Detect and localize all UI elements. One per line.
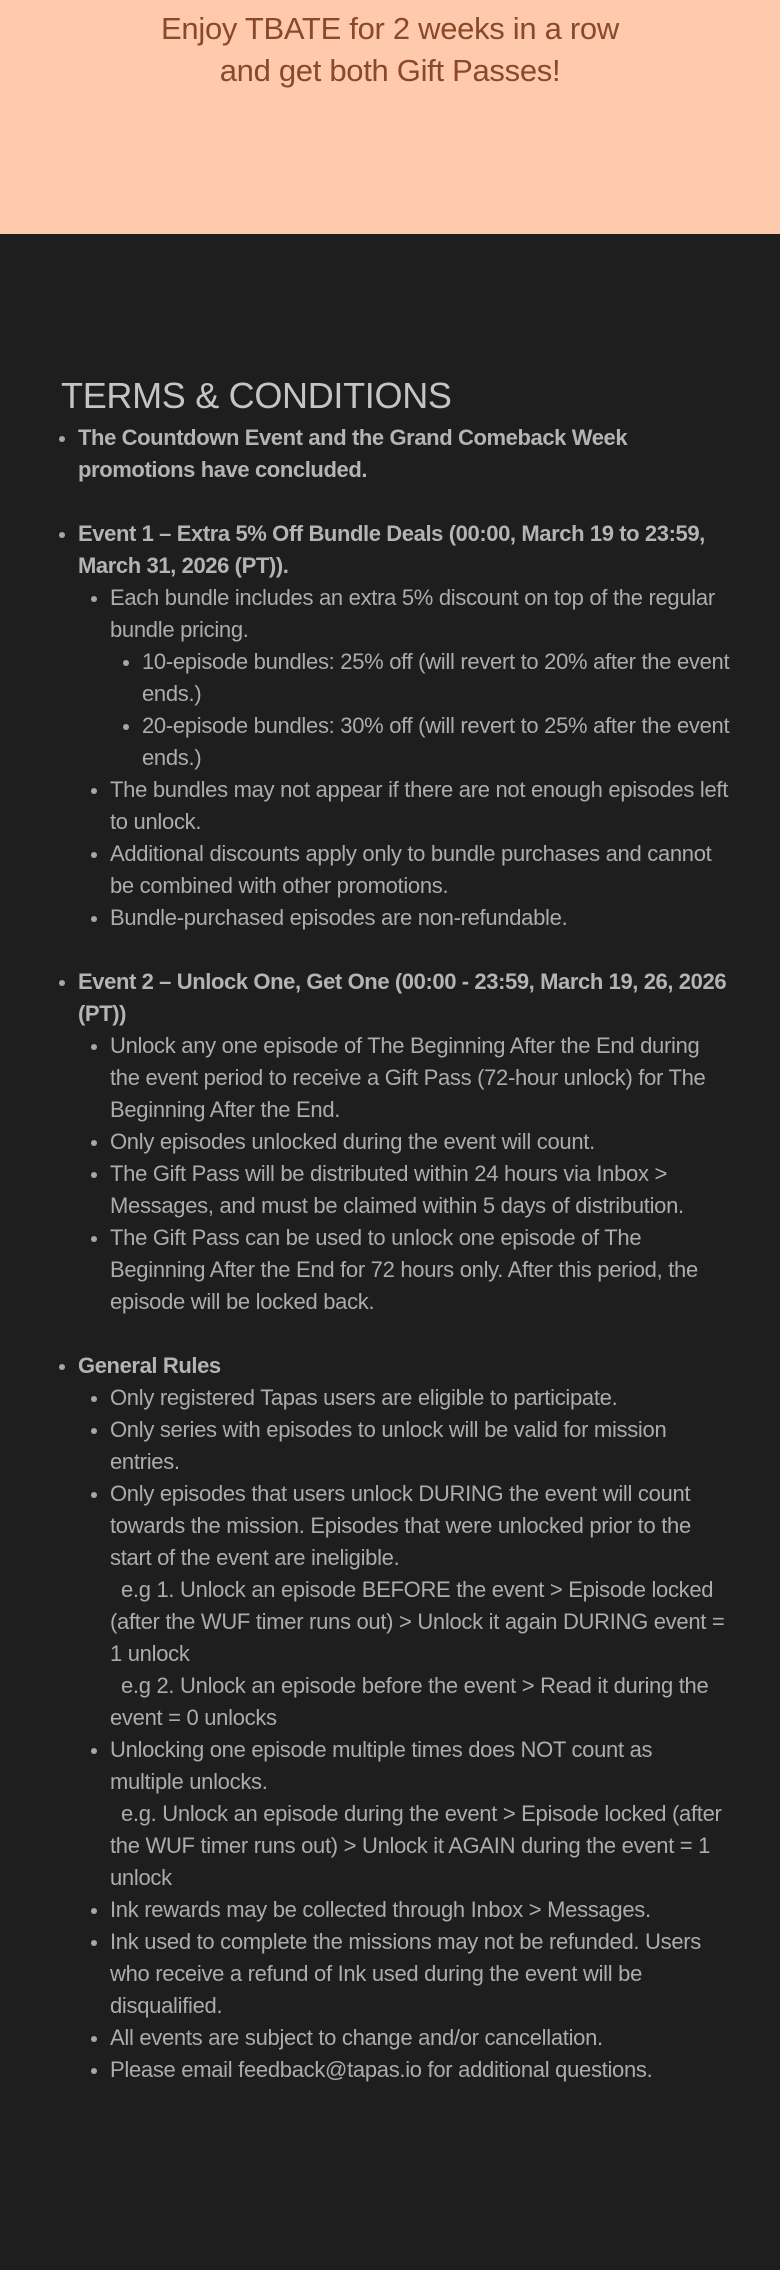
bullet-icon bbox=[91, 1236, 97, 1242]
bullet-icon bbox=[91, 1140, 97, 1146]
terms-section bbox=[0, 372, 780, 2086]
list-item bbox=[78, 1030, 730, 1126]
bullet-icon bbox=[123, 724, 129, 730]
terms-section-event-2 bbox=[0, 966, 780, 1318]
list-item bbox=[78, 582, 730, 774]
list-item-text: Bundle-purchased episodes are non-refundable. bbox=[110, 905, 568, 930]
general-rules-list bbox=[78, 1382, 730, 2086]
promo-headline-line-2: and get both Gift Passes! bbox=[219, 53, 561, 88]
terms-list bbox=[0, 422, 780, 2086]
section-heading: Event 1 – Extra 5% Off Bundle Deals (00:00, March 19 to 23:59, March 31, 2026 (PT)). bbox=[78, 521, 705, 578]
event-2-rules bbox=[78, 1030, 730, 1318]
list-item-text: Only episodes that users unlock DURING the event will count towards the mission. Episodes that were unlocked prior to the start of the event are ineligible. bbox=[110, 1481, 691, 1570]
bullet-icon bbox=[59, 980, 65, 986]
terms-title: TERMS & CONDITIONS bbox=[61, 375, 452, 416]
list-item-text: Unlock any one episode of The Beginning After the End during the event period to receive a Gift Pass (72-hour unlock) for The Beginning After the End. bbox=[110, 1033, 706, 1122]
list-item bbox=[78, 1478, 730, 1734]
list-item bbox=[78, 1382, 730, 1414]
list-item-text: Only registered Tapas users are eligible to participate. bbox=[110, 1385, 618, 1410]
example-text: e.g 1. Unlock an episode BEFORE the event > Episode locked (after the WUF timer runs out) > Unlock it again DURING event = 1 unlock bbox=[110, 1577, 725, 1666]
list-item-text: Only episodes unlocked during the event will count. bbox=[110, 1129, 595, 1154]
list-item-text: The Gift Pass can be used to unlock one episode of The Beginning After the End for 72 hours only. After this period, the episode will be locked back. bbox=[110, 1225, 698, 1314]
list-item bbox=[78, 902, 730, 934]
list-item bbox=[78, 1126, 730, 1158]
bullet-icon bbox=[59, 532, 65, 538]
bullet-icon bbox=[91, 788, 97, 794]
promo-headline-line-1: Enjoy TBATE for 2 weeks in a row bbox=[161, 11, 619, 46]
list-item bbox=[110, 710, 730, 774]
promo-headline bbox=[0, 8, 780, 92]
bullet-icon bbox=[91, 1428, 97, 1434]
bullet-icon bbox=[91, 1172, 97, 1178]
list-item-text: All events are subject to change and/or cancellation. bbox=[110, 2025, 603, 2050]
list-item-text: 20-episode bundles: 30% off (will revert to 25% after the event ends.) bbox=[142, 713, 730, 770]
bullet-icon bbox=[59, 436, 65, 442]
bullet-icon bbox=[91, 1940, 97, 1946]
list-item-text: Unlocking one episode multiple times does NOT count as multiple unlocks. bbox=[110, 1737, 653, 1794]
list-item-text: 10-episode bundles: 25% off (will revert to 20% after the event ends.) bbox=[142, 649, 730, 706]
bullet-icon bbox=[91, 1908, 97, 1914]
bullet-icon bbox=[91, 1396, 97, 1402]
bullet-icon bbox=[91, 2068, 97, 2074]
list-item bbox=[78, 1894, 730, 1926]
bullet-icon bbox=[91, 1044, 97, 1050]
bullet-icon bbox=[123, 660, 129, 666]
list-item-text: Ink rewards may be collected through Inbox > Messages. bbox=[110, 1897, 651, 1922]
list-item bbox=[78, 1414, 730, 1478]
list-item-text: Ink used to complete the missions may not be refunded. Users who receive a refund of Ink used during the event will be disqualified. bbox=[110, 1929, 701, 2018]
terms-section-concluded bbox=[0, 422, 780, 486]
section-heading: The Countdown Event and the Grand Comeback Week promotions have concluded. bbox=[78, 425, 628, 482]
list-item bbox=[78, 774, 730, 838]
list-item-text: Additional discounts apply only to bundle purchases and cannot be combined with other promotions. bbox=[110, 841, 712, 898]
terms-section-general-rules bbox=[0, 1350, 780, 2086]
bullet-icon bbox=[91, 596, 97, 602]
list-item bbox=[78, 1734, 730, 1894]
list-item bbox=[78, 1222, 730, 1318]
list-item-text: Only series with episodes to unlock will be valid for mission entries. bbox=[110, 1417, 667, 1474]
list-item-text: Please email feedback@tapas.io for additional questions. bbox=[110, 2057, 653, 2082]
list-item bbox=[78, 838, 730, 902]
list-item bbox=[110, 646, 730, 710]
example-text: e.g 2. Unlock an episode before the event > Read it during the event = 0 unlocks bbox=[110, 1673, 709, 1730]
list-item bbox=[78, 2022, 730, 2054]
bullet-icon bbox=[91, 852, 97, 858]
section-heading: General Rules bbox=[78, 1353, 221, 1378]
bullet-icon bbox=[91, 1748, 97, 1754]
bullet-icon bbox=[59, 1364, 65, 1370]
bullet-icon bbox=[91, 916, 97, 922]
list-item-text: The bundles may not appear if there are not enough episodes left to unlock. bbox=[110, 777, 729, 834]
list-item-text: Each bundle includes an extra 5% discount on top of the regular bundle pricing. bbox=[110, 585, 715, 642]
list-item-text: The Gift Pass will be distributed within 24 hours via Inbox > Messages, and must be claimed within 5 days of distribution. bbox=[110, 1161, 684, 1218]
list-item bbox=[78, 1926, 730, 2022]
section-heading: Event 2 – Unlock One, Get One (00:00 - 23:59, March 19, 26, 2026 (PT)) bbox=[78, 969, 727, 1026]
bullet-icon bbox=[91, 2036, 97, 2042]
event-1-rules bbox=[78, 582, 730, 934]
list-item bbox=[78, 2054, 730, 2086]
promo-banner bbox=[0, 0, 780, 234]
example-text: e.g. Unlock an episode during the event > Episode locked (after the WUF timer runs out) > Unlock it AGAIN during the event = 1 unlock bbox=[110, 1801, 722, 1890]
terms-section-event-1 bbox=[0, 518, 780, 934]
list-item bbox=[78, 1158, 730, 1222]
bundle-discount-list bbox=[110, 646, 730, 774]
bullet-icon bbox=[91, 1492, 97, 1498]
